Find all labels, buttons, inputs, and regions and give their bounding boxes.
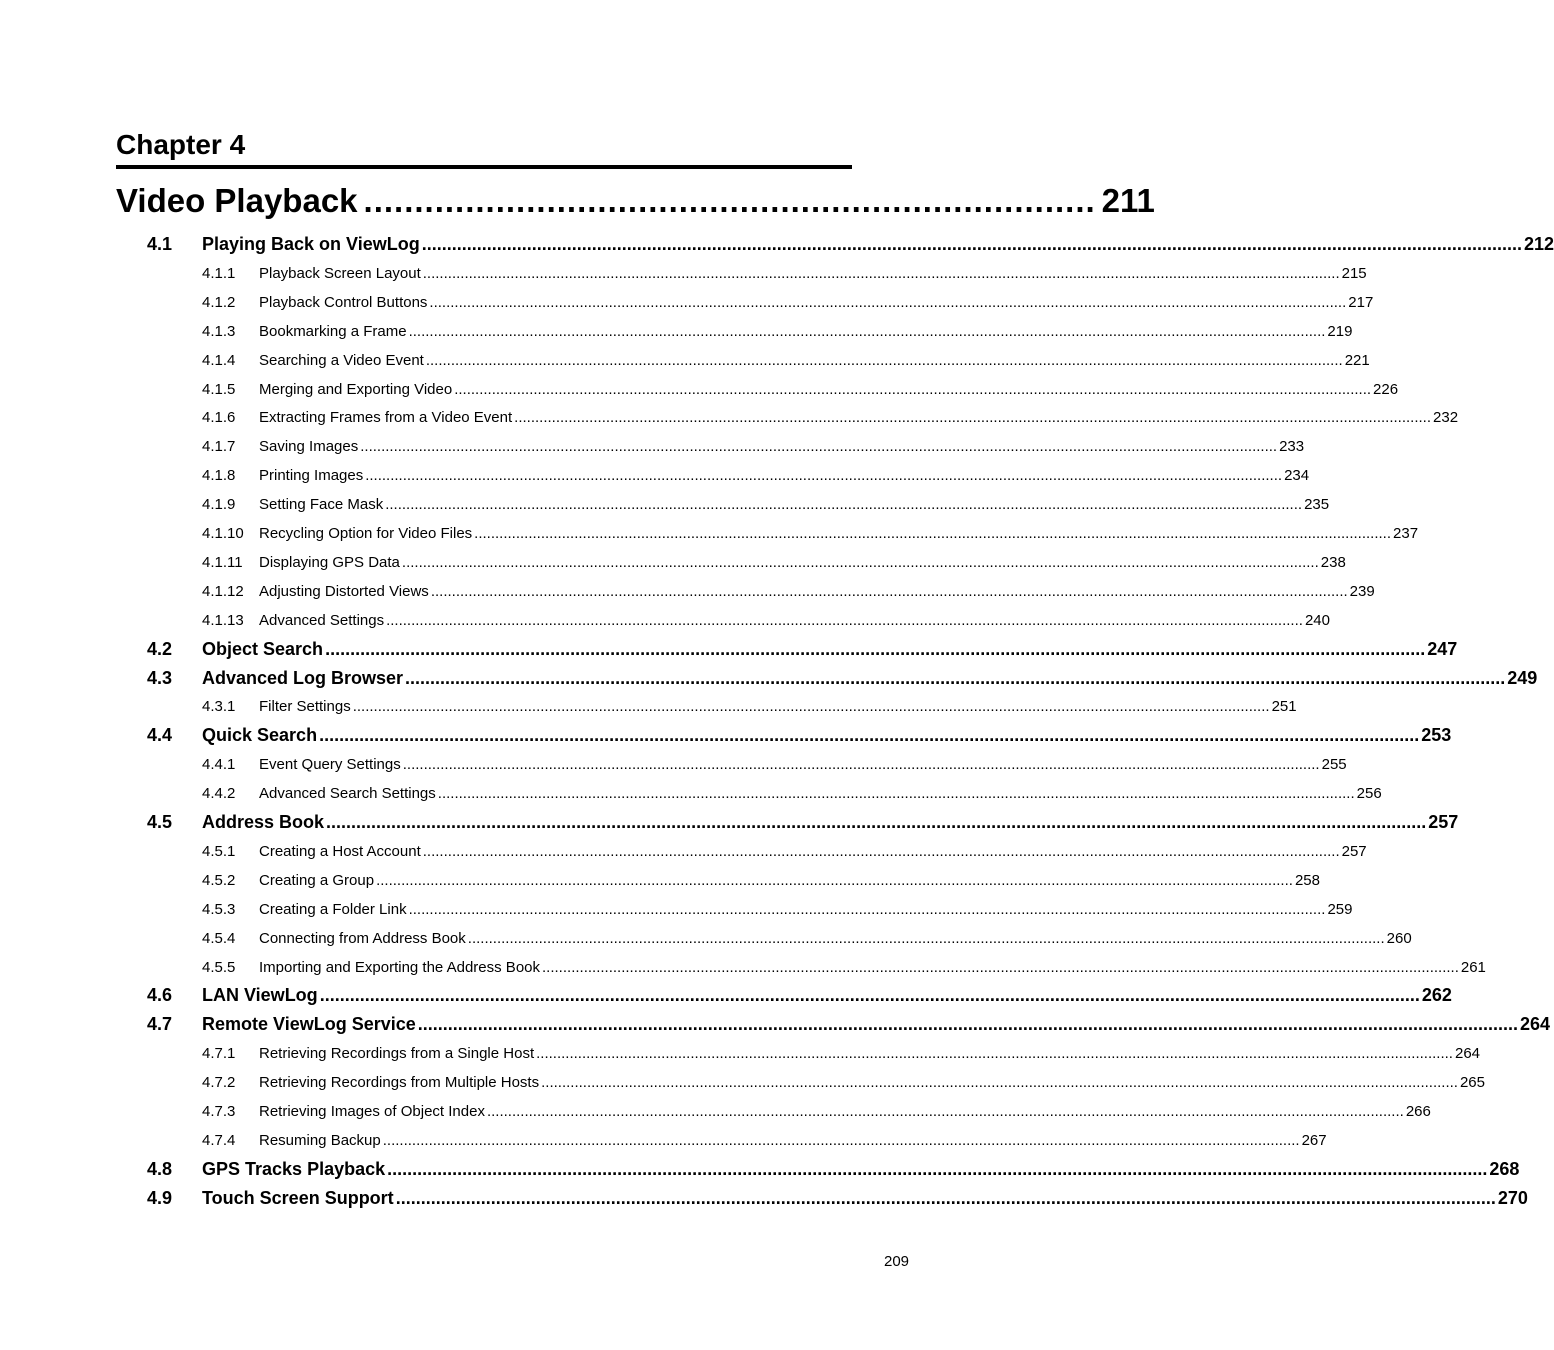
toc-entry-page: 232	[1433, 409, 1459, 427]
toc-entry-number: 4.4	[147, 725, 173, 746]
toc-subsection-entry[interactable]	[202, 929, 1412, 950]
toc-entry-page: 265	[1459, 1074, 1485, 1092]
leader-dots: ............................................................................................................................................................................................................................	[382, 1131, 1300, 1149]
toc-entry-page: 264	[1519, 1014, 1551, 1035]
chapter-title-entry[interactable]	[116, 182, 1155, 226]
toc-entry-title: Extracting Frames from a Video Event	[259, 409, 513, 427]
toc-entry-page: 267	[1301, 1131, 1327, 1149]
page-number: 209	[884, 1253, 910, 1270]
toc-entry-number: 4.1.5	[202, 380, 236, 398]
toc-entry-number: 4.7	[147, 1014, 173, 1035]
toc-entry-number: 4.1.13	[202, 611, 244, 629]
toc-entry-page: 257	[1341, 842, 1367, 860]
leader-dots: ............................................................................................................................................................................................................................	[541, 1074, 1458, 1092]
toc-entry-page: 221	[1344, 351, 1370, 369]
leader-dots: ............................................................................................................................................................................................................................	[467, 929, 1385, 947]
toc-entry-title: Printing Images	[259, 467, 364, 485]
toc-entry-title: Advanced Log Browser	[202, 667, 404, 688]
toc-entry-title: Connecting from Address Book	[259, 929, 466, 947]
toc-entry-page: 261	[1460, 958, 1486, 976]
leader-dots: ............................................................................................................................................................................................................................	[325, 638, 1426, 659]
toc-entry-number: 4.6	[147, 985, 173, 1006]
leader-dots: ............................................................................................................................................................................................................................	[319, 725, 1420, 746]
toc-entry-number: 4.7.3	[202, 1103, 236, 1120]
toc-entry-number: 4.5.3	[202, 900, 236, 918]
toc-entry-title: LAN ViewLog	[202, 985, 318, 1006]
toc-entry-number: 4.1.2	[202, 293, 236, 311]
toc-entry-number: 4.7.1	[202, 1045, 236, 1063]
toc-entry-page: 268	[1489, 1158, 1520, 1179]
toc-entry-number: 4.1.4	[202, 351, 236, 369]
toc-subsection-entry[interactable]	[202, 467, 1310, 487]
toc-subsection-entry[interactable]	[202, 900, 1353, 921]
toc-subsection-entry[interactable]	[202, 1045, 1481, 1065]
toc-entry-number: 4.5.1	[202, 842, 236, 860]
toc-subsection-entry[interactable]	[202, 1074, 1485, 1094]
toc-entry-number: 4.1.10	[202, 525, 244, 542]
toc-section-entry[interactable]	[147, 1014, 1551, 1038]
toc-entry-number: 4.1	[147, 234, 173, 254]
leader-dots: ............................................................................................................................................................................................................................	[395, 1187, 1496, 1208]
toc-subsection-entry[interactable]	[202, 582, 1375, 603]
toc-subsection-entry[interactable]	[202, 438, 1305, 458]
toc-entry-page: 219	[1327, 322, 1353, 340]
toc-entry-page: 270	[1497, 1187, 1528, 1208]
toc-entry-title: Importing and Exporting the Address Book	[259, 958, 541, 976]
toc-entry-page: 238	[1320, 553, 1346, 571]
toc-entry-title: Saving Images	[259, 438, 359, 456]
toc-section-entry[interactable]	[147, 667, 1538, 692]
leader-dots: ............................................................................................................................................................................................................................	[385, 496, 1303, 514]
toc-entry-title: Remote ViewLog Service	[202, 1014, 416, 1035]
toc-entry-title: Retrieving Recordings from a Single Host	[259, 1045, 535, 1063]
toc-entry-number: 4.5	[147, 812, 173, 832]
toc-entry-title: Retrieving Recordings from Multiple Hosts	[259, 1074, 540, 1092]
toc-entry-title: Object Search	[202, 638, 324, 659]
toc-entry-title: Event Query Settings	[259, 756, 401, 774]
leader-dots: ............................................................................................................................................................................................................................	[387, 1158, 1488, 1179]
toc-section-entry[interactable]	[147, 812, 1459, 836]
toc-entry-page: 256	[1356, 785, 1382, 803]
toc-subsection-entry[interactable]	[202, 553, 1346, 574]
toc-entry-title: Retrieving Images of Object Index	[259, 1103, 485, 1120]
toc-entry-page: 235	[1304, 496, 1330, 514]
toc-entry-title: GPS Tracks Playback	[202, 1158, 386, 1179]
leader-dots: ............................................................................................................................................................................................................................	[486, 1103, 1404, 1120]
toc-entry-title: Creating a Group	[259, 871, 375, 889]
leader-dots: ............................................................................................................................................................................................................................	[365, 467, 1283, 485]
toc-entry-title: Advanced Settings	[259, 611, 385, 629]
leader-dots: ............................................................................................................................................................................................................................	[430, 582, 1348, 600]
toc-subsection-entry[interactable]	[202, 293, 1374, 314]
toc-entry-title: Quick Search	[202, 725, 318, 746]
leader-dots: ............................................................................................................................................................................................................................	[437, 785, 1355, 803]
toc-entry-title: Playing Back on ViewLog	[202, 234, 420, 254]
toc-entry-title: Touch Screen Support	[202, 1187, 394, 1208]
toc-entry-number: 4.8	[147, 1158, 173, 1179]
toc-subsection-entry[interactable]	[202, 264, 1367, 285]
leader-dots: ............................................................................................................................................................................................................................	[514, 409, 1432, 427]
leader-dots: ............................................................................................................................................................................................................................	[536, 1045, 1453, 1063]
toc-entry-title: Recycling Option for Video Files	[259, 525, 473, 542]
toc-subsection-entry[interactable]	[202, 756, 1347, 776]
toc-entry-title: Advanced Search Settings	[259, 785, 436, 803]
toc-entry-page: 247	[1427, 638, 1458, 659]
toc-entry-page: 262	[1421, 985, 1452, 1006]
toc-entry-page: 259	[1327, 900, 1353, 918]
toc-subsection-entry[interactable]	[202, 496, 1330, 516]
toc-entry-page: 260	[1386, 929, 1412, 947]
toc-entry-page: 266	[1405, 1103, 1431, 1120]
chapter-label: Chapter 4	[116, 129, 246, 160]
toc-entry-page: 257	[1428, 812, 1459, 832]
toc-entry-number: 4.7.4	[202, 1131, 236, 1149]
chapter-title: Video Playback	[116, 182, 358, 219]
toc-entry-title: Creating a Folder Link	[259, 900, 407, 918]
toc-entry-page: 253	[1421, 725, 1452, 746]
toc-entry-title: Setting Face Mask	[259, 496, 384, 514]
toc-subsection-entry[interactable]	[202, 871, 1320, 892]
toc-entry-title: Adjusting Distorted Views	[259, 582, 429, 600]
toc-entry-number: 4.5.4	[202, 929, 236, 947]
toc-entry-number: 4.1.3	[202, 322, 236, 340]
toc-entry-title: Filter Settings	[259, 698, 351, 716]
leader-dots: ............................................................................................................................................................................................................................	[401, 553, 1319, 571]
leader-dots: ............................................................................................................................................................................................................................	[360, 438, 1278, 456]
toc-entry-number: 4.5.2	[202, 871, 236, 889]
toc-subsection-entry[interactable]	[202, 958, 1486, 979]
toc-subsection-entry[interactable]	[202, 785, 1382, 805]
toc-section-entry[interactable]	[147, 985, 1452, 1009]
leader-dots: ............................................................................................................................................................................................................................	[326, 812, 1427, 832]
toc-entry-number: 4.2	[147, 638, 173, 659]
toc-entry-page: 234	[1284, 467, 1310, 485]
toc-subsection-entry[interactable]	[202, 1131, 1327, 1152]
toc-entry-page: 264	[1454, 1045, 1481, 1063]
leader-dots: ............................................................................................................................................................................................................................	[454, 380, 1372, 398]
leader-dots: ............................................................................................................................................................................................................................	[417, 1014, 1518, 1035]
toc-entry-number: 4.5.5	[202, 958, 236, 976]
leader-dots: ............................................................................................................................................................................................................................	[425, 351, 1343, 369]
toc-entry-title: Address Book	[202, 812, 325, 832]
chapter-page: 211	[1101, 182, 1155, 219]
toc-entry-number: 4.7.2	[202, 1074, 236, 1092]
toc-entry-title: Playback Control Buttons	[259, 293, 428, 311]
toc-entry-number: 4.1.8	[202, 467, 236, 485]
toc-entry-number: 4.4.2	[202, 785, 236, 803]
leader-dots: ............................................................................................................................................................................................................................	[402, 756, 1320, 774]
chapter-rule	[116, 165, 852, 169]
toc-entry-title: Searching a Video Event	[259, 351, 424, 369]
toc-entry-page: 258	[1294, 871, 1320, 889]
leader-dots: ............................................................................................................................................................................................................................	[408, 900, 1326, 918]
toc-entry-number: 4.3.1	[202, 698, 236, 716]
toc-entry-title: Displaying GPS Data	[259, 553, 400, 571]
toc-section-entry[interactable]	[147, 725, 1452, 749]
toc-entry-number: 4.1.12	[202, 582, 244, 600]
toc-entry-number: 4.3	[147, 667, 173, 688]
leader-dots: ............................................................................................................................................................................................................................	[474, 525, 1392, 542]
toc-subsection-entry[interactable]	[202, 322, 1353, 343]
toc-subsection-entry[interactable]	[202, 380, 1399, 401]
toc-entry-page: 237	[1393, 525, 1419, 542]
leader-dots: ........................................................................	[363, 182, 1096, 219]
toc-entry-title: Merging and Exporting Video	[259, 380, 453, 398]
toc-entry-page: 240	[1304, 611, 1330, 629]
leader-dots: ............................................................................................................................................................................................................................	[408, 322, 1326, 340]
toc-subsection-entry[interactable]	[202, 842, 1367, 863]
leader-dots: ............................................................................................................................................................................................................................	[542, 958, 1459, 976]
toc-section-entry[interactable]	[147, 234, 1554, 258]
toc-entry-number: 4.1.6	[202, 409, 236, 427]
toc-entry-page: 239	[1349, 582, 1375, 600]
toc-entry-number: 4.9	[147, 1187, 173, 1208]
toc-entry-number: 4.4.1	[202, 756, 236, 774]
toc-entry-title: Playback Screen Layout	[259, 264, 421, 282]
toc-entry-title: Bookmarking a Frame	[259, 322, 407, 340]
toc-section-entry[interactable]	[147, 1158, 1520, 1183]
leader-dots: ............................................................................................................................................................................................................................	[421, 234, 1522, 254]
toc-entry-number: 4.1.7	[202, 438, 236, 456]
leader-dots: ............................................................................................................................................................................................................................	[352, 698, 1270, 716]
toc-entry-page: 215	[1341, 264, 1367, 282]
toc-entry-title: Creating a Host Account	[259, 842, 421, 860]
toc-section-entry[interactable]	[147, 638, 1458, 663]
leader-dots: ............................................................................................................................................................................................................................	[422, 264, 1340, 282]
toc-subsection-entry[interactable]	[202, 351, 1370, 372]
leader-dots: ............................................................................................................................................................................................................................	[319, 985, 1420, 1006]
toc-entry-number: 4.1.11	[202, 553, 243, 571]
toc-entry-number: 4.1.1	[202, 264, 236, 282]
leader-dots: ............................................................................................................................................................................................................................	[386, 611, 1303, 629]
toc-subsection-entry[interactable]	[202, 525, 1419, 545]
toc-entry-number: 4.1.9	[202, 496, 236, 514]
toc-section-entry[interactable]	[147, 1187, 1528, 1212]
toc-entry-page: 226	[1373, 380, 1399, 398]
toc-subsection-entry[interactable]	[202, 698, 1297, 718]
toc-entry-page: 249	[1507, 667, 1538, 688]
leader-dots: ............................................................................................................................................................................................................................	[429, 293, 1347, 311]
toc-entry-title: Resuming Backup	[259, 1131, 381, 1149]
toc-subsection-entry[interactable]	[202, 1103, 1431, 1123]
toc-entry-page: 251	[1271, 698, 1297, 716]
toc-entry-page: 255	[1321, 756, 1347, 774]
leader-dots: ............................................................................................................................................................................................................................	[405, 667, 1506, 688]
leader-dots: ............................................................................................................................................................................................................................	[376, 871, 1293, 889]
toc-entry-page: 233	[1279, 438, 1305, 456]
toc-entry-page: 212	[1523, 234, 1554, 254]
leader-dots: ............................................................................................................................................................................................................................	[422, 842, 1340, 860]
toc-entry-page: 217	[1348, 293, 1374, 311]
toc-subsection-entry[interactable]	[202, 611, 1330, 632]
toc-subsection-entry[interactable]	[202, 409, 1459, 429]
